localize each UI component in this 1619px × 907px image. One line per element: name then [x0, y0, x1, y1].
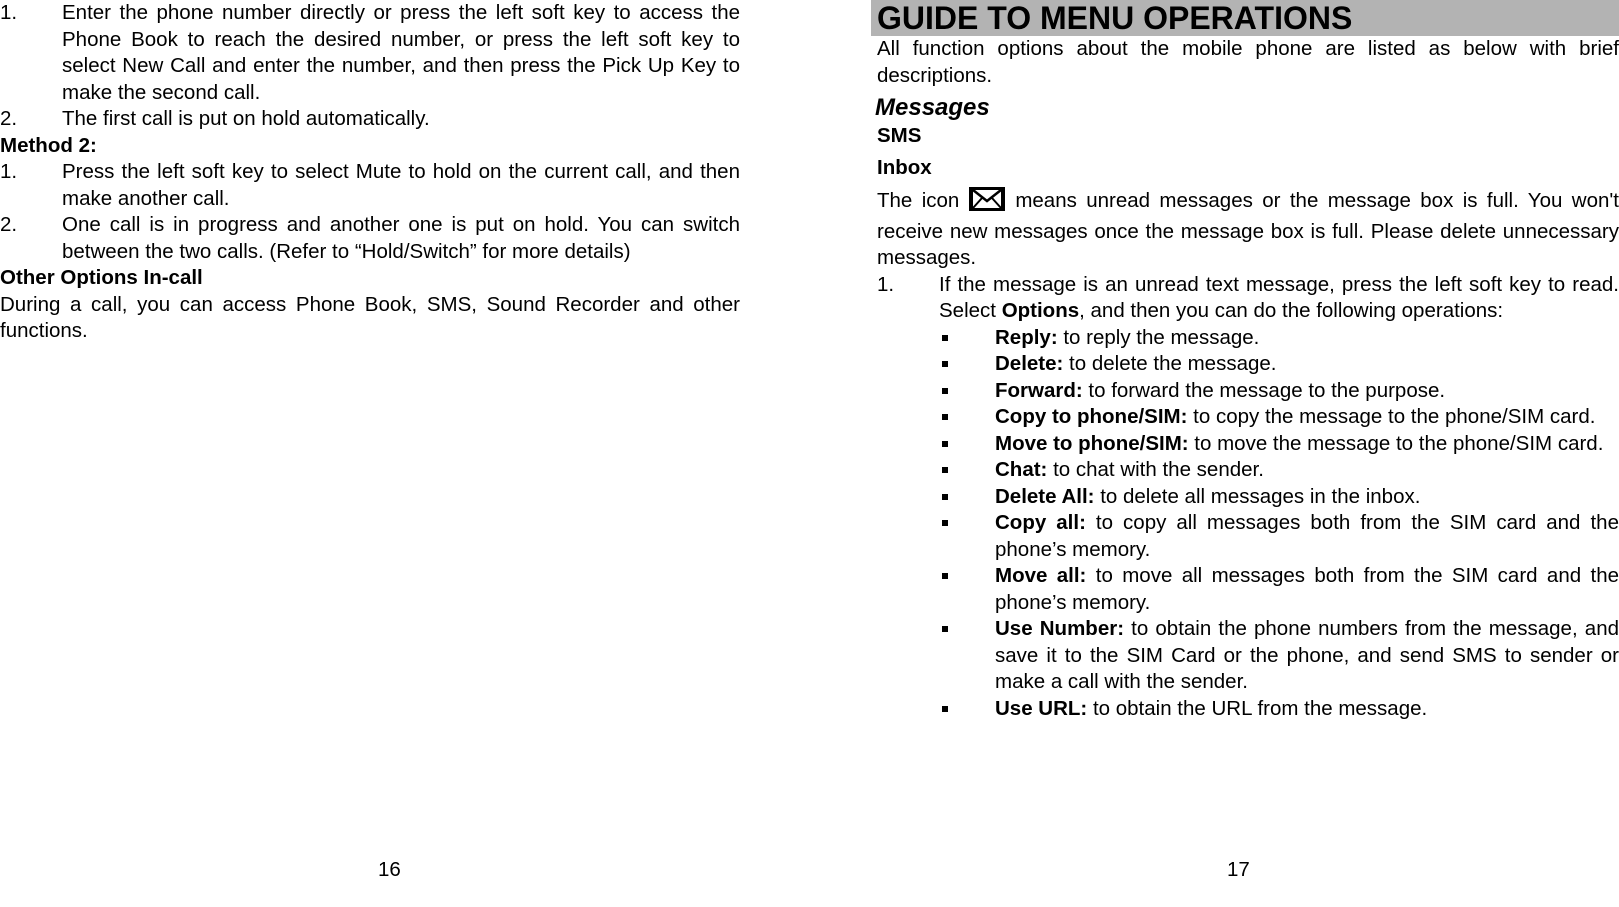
steps-b — [0, 159, 740, 265]
icon-text-after: means unread messages or the message box is full. You won't receive new messages once the message box is full. Please delete unnecessary messages. — [877, 189, 1619, 269]
option-label: Move all: — [995, 564, 1087, 587]
messages-heading: Messages — [875, 94, 990, 121]
icon-text-before: The icon — [877, 189, 960, 212]
bullet-marker — [937, 431, 995, 458]
list-text — [939, 272, 1619, 325]
option-label: Copy all: — [995, 511, 1086, 534]
icon-paragraph — [871, 187, 1619, 272]
option-item — [871, 351, 1619, 378]
option-item — [871, 325, 1619, 352]
section-title: GUIDE TO MENU OPERATIONS — [871, 0, 1619, 36]
other-options-text: During a call, you can access Phone Book, SMS, Sound Recorder and other functions. — [0, 292, 740, 342]
bullet-marker — [937, 351, 995, 378]
steps-a — [0, 0, 740, 133]
bullet-marker — [937, 510, 995, 563]
right-page — [871, 0, 1619, 722]
option-label: Delete All: — [995, 484, 1095, 508]
other-options-heading: Other Options In-call — [0, 266, 203, 289]
intro-text: All function options about the mobile phone are listed as below with brief descriptions. — [877, 37, 1619, 87]
method2-heading: Method 2: — [0, 133, 97, 157]
list-text: The first call is put on hold automatically. — [62, 107, 430, 130]
options-list — [871, 325, 1619, 723]
list-item — [0, 212, 740, 265]
inbox-heading: Inbox — [877, 156, 932, 179]
bullet-marker — [937, 457, 995, 484]
option-item — [871, 696, 1619, 723]
options-term: Options — [1001, 299, 1080, 322]
sms-heading: SMS — [877, 124, 922, 147]
list-number: 2. — [0, 107, 18, 130]
option-label: Reply: — [995, 325, 1058, 349]
option-label: Chat: — [995, 458, 1048, 481]
option-desc: to move the message to the phone/SIM card. — [1188, 431, 1604, 455]
option-label: Forward: — [995, 378, 1083, 402]
envelope-icon — [969, 187, 1005, 219]
option-item — [871, 378, 1619, 405]
step-text-after: , and then you can do the following operations: — [1079, 299, 1504, 322]
list-number: 1. — [0, 1, 18, 24]
list-item — [871, 272, 1619, 325]
option-item — [871, 484, 1619, 511]
option-item — [871, 457, 1619, 484]
option-desc: to obtain the URL from the message. — [1087, 696, 1428, 720]
option-desc: to forward the message to the purpose. — [1082, 378, 1446, 402]
option-label: Use URL: — [995, 696, 1088, 720]
bullet-marker — [937, 378, 995, 405]
bullet-marker — [937, 563, 995, 616]
option-desc: to reply the message. — [1057, 325, 1260, 349]
option-item — [871, 431, 1619, 458]
option-desc: to copy all messages both from the SIM card and the phone’s memory. — [995, 511, 1619, 561]
list-number: 1. — [0, 160, 18, 183]
list-text: Press the left soft key to select Mute to hold on the current call, and then make another call. — [62, 160, 740, 210]
step-text-before: If the message is an unread text message, press the left soft key to read. Select — [939, 272, 1619, 322]
option-item — [871, 510, 1619, 563]
bullet-marker — [937, 404, 995, 431]
option-label: Use Number: — [995, 617, 1125, 640]
left-page — [0, 0, 740, 345]
list-number: 2. — [0, 213, 18, 236]
option-desc: to move all messages both from the SIM card and the phone’s memory. — [995, 564, 1619, 614]
option-item — [871, 563, 1619, 616]
bullet-marker — [937, 484, 995, 511]
list-number: 1. — [877, 272, 895, 296]
option-desc: to delete the message. — [1063, 352, 1277, 375]
list-text: Enter the phone number directly or press the left soft key to access the Phone Book to reach the desired number, or press the left soft key to select New Call and enter the number, and then press the Pick Up Key to make the second call. — [62, 1, 740, 104]
page-number-left: 16 — [378, 858, 401, 881]
option-label: Delete: — [995, 352, 1064, 375]
list-item — [0, 159, 740, 212]
page-number-right: 17 — [1227, 858, 1250, 881]
option-label: Move to phone/SIM: — [995, 431, 1189, 455]
option-desc: to chat with the sender. — [1047, 458, 1264, 481]
option-desc: to delete all messages in the inbox. — [1094, 484, 1421, 508]
option-desc: to copy the message to the phone/SIM card. — [1187, 405, 1596, 428]
bullet-marker — [937, 696, 995, 723]
option-item — [871, 404, 1619, 431]
option-item — [871, 616, 1619, 696]
list-item — [0, 106, 740, 133]
list-text: One call is in progress and another one is put on hold. You can switch between the two calls. (Refer to “Hold/Switch” for more details) — [62, 213, 740, 263]
option-label: Copy to phone/SIM: — [995, 405, 1188, 428]
bullet-marker — [937, 616, 995, 696]
bullet-marker — [937, 325, 995, 352]
list-item — [0, 0, 740, 106]
option-desc: to obtain the phone numbers from the message, and save it to the SIM Card or the phone, and send SMS to sender or make a call with the sender. — [995, 617, 1619, 693]
